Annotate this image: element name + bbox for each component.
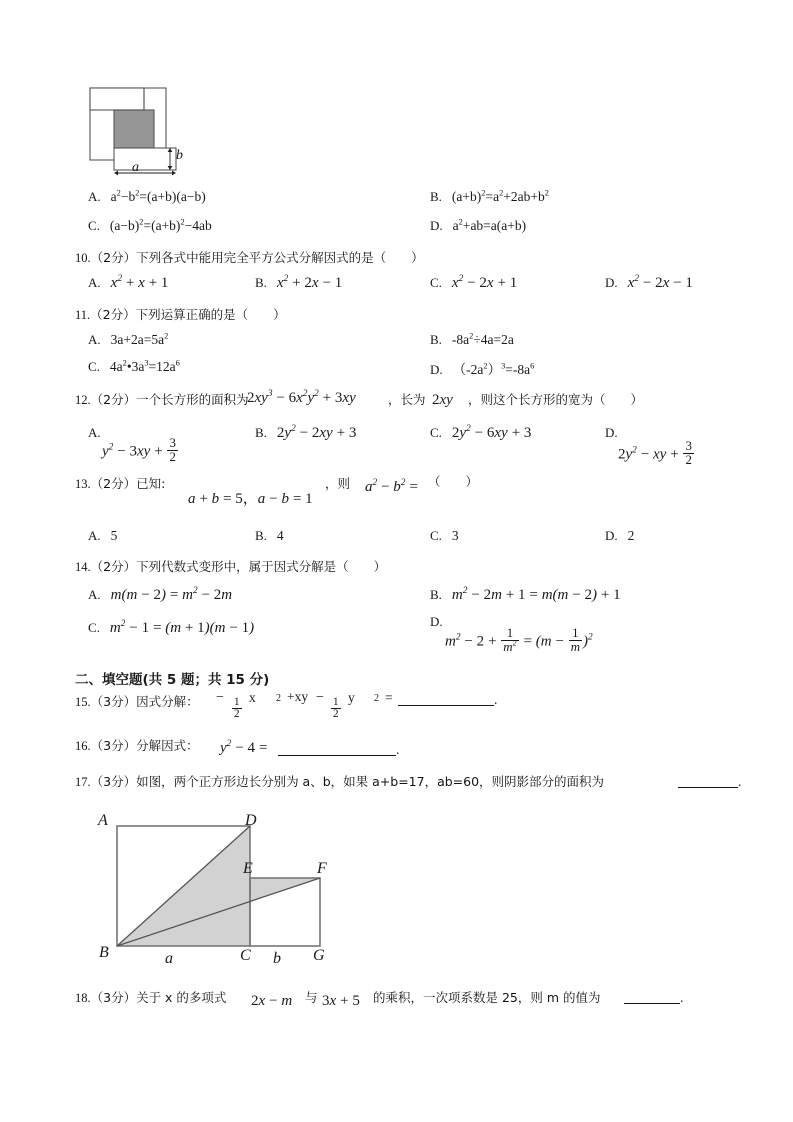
q11-stem	[75, 305, 286, 323]
q13-paren: （ ）	[428, 474, 479, 489]
q11-option-a[interactable]	[88, 331, 168, 349]
q15-frac1-num: 1	[234, 696, 240, 708]
q12-option-b[interactable]	[255, 424, 356, 442]
q13-option-d-label: D.	[605, 528, 618, 543]
figure17-side-label-b: b	[273, 950, 281, 967]
q12-option-a[interactable]	[88, 424, 101, 442]
q13-option-a-expr: 5	[110, 528, 118, 543]
q12-option-b-expr: $2y^2 - 2xy + 3$	[276, 424, 357, 441]
q9-option-a-expr: $a^2-b^2=(a+b)(a-b)$	[110, 188, 206, 204]
q12-option-c-label: C.	[430, 425, 442, 440]
q9-option-c-label: C.	[88, 218, 100, 233]
q15-period: .	[494, 692, 498, 708]
q11-option-c-label: C.	[88, 359, 100, 374]
q11-option-a-label: A.	[88, 332, 101, 347]
q15-stem	[75, 692, 199, 710]
q15-minus-2: −	[316, 690, 324, 705]
q15-frac2-num: 1	[333, 696, 339, 708]
q13-option-b[interactable]	[255, 527, 284, 545]
q10-number: 10.	[75, 251, 91, 265]
q10-option-b-label: B.	[255, 275, 267, 290]
q18-points: （3分）	[90, 990, 137, 1005]
q13-number: 13.	[75, 477, 91, 491]
q18-stem-text-3: 的乘积，一次项系数是 25，则 m 的值为	[373, 990, 601, 1005]
q14-option-b-expr: $m^2 - 2m + 1 = m(m - 2) + 1$	[451, 586, 621, 603]
q11-option-b-label: B.	[430, 332, 442, 347]
q13-option-a[interactable]	[88, 527, 117, 545]
q18-stem	[75, 988, 226, 1006]
q9-option-c-expr: $(a-b)^2=(a+b)^2-4ab$	[109, 217, 212, 233]
q10-option-d[interactable]	[605, 274, 693, 292]
q15-exp-2b: 2	[374, 693, 379, 704]
q15-var-y: y	[348, 690, 355, 705]
q12-option-c-expr: $2y^2 - 6xy + 3$	[451, 424, 532, 441]
q15-answer-blank[interactable]	[398, 690, 497, 709]
q9-option-b[interactable]	[430, 188, 549, 206]
q17-points: （3分）	[90, 774, 137, 789]
q11-stem-text: 下列运算正确的是（ ）	[135, 307, 286, 322]
figure17-side-label-a: a	[165, 950, 173, 967]
q12-stem-text-2: ，长为	[388, 392, 426, 407]
q14-stem	[75, 557, 386, 575]
q12-number: 12.	[75, 393, 91, 407]
q14-option-a[interactable]	[88, 586, 232, 604]
q18-expr-2: 3x + 5	[322, 993, 360, 1009]
q10-option-c-expr: $x^2 - 2x + 1$	[451, 274, 518, 291]
bottom-rect	[114, 148, 176, 170]
q13-option-c[interactable]	[430, 527, 459, 545]
q11-option-d-label: D.	[430, 362, 443, 377]
q12-option-c[interactable]	[430, 424, 531, 442]
q11-option-b[interactable]	[430, 331, 514, 349]
q11-option-c[interactable]	[88, 358, 180, 376]
q9-option-a-label: A.	[88, 189, 101, 204]
q14-option-a-label: A.	[88, 587, 101, 602]
q16-answer-blank[interactable]	[278, 740, 399, 759]
q16-stem-text: 分解因式：	[136, 738, 199, 753]
q15-plus-xy: +xy	[287, 689, 309, 704]
q16-expr: $y^2 - 4$ =	[220, 739, 269, 756]
q14-option-d-expr: $m^2 - 2$ + $\frac{1}{m^2}$ = (m − $\frac{1}{m}$ )$^2$	[445, 626, 593, 655]
q10-option-a-expr: $x^2 + x + 1$	[110, 274, 169, 291]
q10-stem-text: 下列各式中能用完全平方公式分解因式的是（ ）	[136, 250, 424, 265]
q13-option-a-label: A.	[88, 528, 101, 543]
q18-number: 18.	[75, 991, 91, 1005]
q14-option-d[interactable]	[430, 613, 443, 631]
q13-option-b-label: B.	[255, 528, 267, 543]
q14-option-c-label: C.	[88, 620, 100, 635]
q12-stem-text-3: ，则这个长方形的宽为（ ）	[468, 392, 644, 407]
q15-stem-text: 因式分解：	[136, 694, 199, 709]
q12-length-expr: 2xy	[432, 392, 453, 408]
q12-area-expr: $2xy^3 - 6x^2y^2 + 3xy$	[247, 389, 356, 406]
q16-stem	[75, 736, 199, 754]
q9-option-d[interactable]	[430, 217, 526, 235]
q16-points: （3分）	[90, 738, 137, 753]
figure17-label-G: G	[313, 947, 325, 964]
q11-option-d[interactable]	[430, 358, 534, 379]
figure-label-b: b	[176, 148, 183, 163]
figure17-label-F: F	[317, 860, 327, 877]
q13-option-d[interactable]	[605, 527, 634, 545]
q18-answer-blank[interactable]	[624, 988, 683, 1007]
q14-option-d-label: D.	[430, 614, 443, 629]
q14-number: 14.	[75, 560, 91, 574]
q12-option-d[interactable]	[605, 424, 618, 442]
q13-stem	[75, 474, 165, 492]
q13-option-d-expr: 2	[627, 528, 635, 543]
q14-option-c[interactable]	[88, 619, 254, 637]
q11-points: （2分）	[90, 307, 136, 322]
q16-period: .	[396, 742, 400, 758]
q13-given-expr: a + b = 5，a − b = 1	[188, 491, 313, 507]
q18-period: .	[680, 990, 684, 1006]
q17-answer-blank[interactable]	[678, 772, 741, 791]
q13-option-b-expr: 4	[276, 528, 284, 543]
q11-option-b-expr: $‑8a^2\div 4a=2a$	[451, 331, 514, 347]
q14-option-b[interactable]	[430, 586, 621, 604]
q12-stem-text-1: 一个长方形的面积为	[136, 392, 249, 407]
q10-points: （2分）	[90, 250, 137, 265]
q10-option-a[interactable]	[88, 274, 168, 292]
q10-option-a-label: A.	[88, 275, 101, 290]
q9-option-c[interactable]	[88, 217, 212, 235]
q10-option-d-expr: $x^2 - 2x - 1$	[627, 274, 693, 291]
figure17-label-C: C	[240, 947, 251, 964]
q17-stem	[75, 772, 604, 790]
q14-stem-text: 下列代数式变形中，属于因式分解是（ ）	[136, 559, 387, 574]
q10-option-b[interactable]	[255, 274, 342, 292]
top-left-rect	[90, 88, 144, 110]
q13-option-c-expr: 3	[451, 528, 459, 543]
q15-number: 15.	[75, 695, 91, 709]
q14-option-b-label: B.	[430, 587, 442, 602]
figure17-label-A: A	[98, 812, 108, 829]
q15-var-x: x	[249, 690, 256, 705]
q13-option-c-label: C.	[430, 528, 442, 543]
q10-option-d-label: D.	[605, 275, 618, 290]
q13-points: （2分）	[90, 476, 137, 491]
q10-option-c-label: C.	[430, 275, 442, 290]
q15-frac2-den: 2	[333, 708, 339, 721]
q12-option-d-expr: $2y^2$ − xy + $\frac{3}{2}$	[618, 439, 692, 468]
q15-fraction-1	[231, 697, 243, 721]
q9-option-a[interactable]	[88, 188, 206, 206]
q10-option-c[interactable]	[430, 274, 517, 292]
q17-period: .	[738, 774, 742, 790]
q11-option-a-expr: $3a+2a=5a^2$	[110, 331, 169, 347]
q17-number: 17.	[75, 775, 91, 789]
q9-option-d-expr: $a^2+ab=a(a+b)$	[452, 217, 527, 233]
q13-stem-text-1: 已知:	[136, 476, 166, 491]
q12-stem	[75, 390, 249, 408]
q12-option-a-label: A.	[88, 425, 101, 440]
q15-fraction-2	[330, 697, 342, 721]
q10-option-b-expr: $x^2 + 2x - 1$	[276, 274, 343, 291]
q9-option-d-label: D.	[430, 218, 443, 233]
q13-ask-expr: $a^2 - b^2$ =	[365, 478, 419, 495]
q18-expr-1: 2x − m	[251, 993, 293, 1009]
shaded-inner-square	[114, 110, 154, 148]
figure-label-a: a	[132, 160, 139, 175]
q14-option-a-expr: $m(m - 2) = m^2 - 2m$	[110, 586, 233, 603]
q15-frac1-den: 2	[234, 708, 240, 721]
q9-option-b-label: B.	[430, 189, 442, 204]
q18-stem-text-2: 与	[305, 990, 318, 1005]
a-arrow-left	[114, 171, 118, 176]
q11-number: 11.	[75, 308, 91, 322]
figure17-label-B: B	[99, 944, 109, 961]
q11-option-c-expr: $4a^2•3a^3=12a^6$	[109, 358, 180, 374]
section-2-heading: 二、填空题(共 5 题；共 15 分)	[75, 672, 270, 688]
q10-stem	[75, 248, 424, 266]
figure17-label-E: E	[243, 860, 253, 877]
q12-option-a-expr: $y^2 - 3xy$ + $\frac{3}{2}$	[102, 436, 176, 465]
q15-exp-2a: 2	[276, 693, 281, 704]
q11-option-d-expr: $(‑2a^2)^3=‑8a^6$	[452, 361, 535, 377]
q14-points: （2分）	[90, 559, 137, 574]
q15-minus-1: −	[216, 690, 224, 705]
q18-stem-text-1: 关于 x 的多项式	[136, 990, 227, 1005]
q15-equals: =	[385, 690, 393, 705]
q14-option-c-expr: $m^2 - 1 = (m + 1)(m - 1)$	[109, 619, 255, 636]
q17-stem-text-1: 如图，两个正方形边长分别为 a、b，如果 a+b=17，ab=60，则阴影部分的面积为	[136, 774, 605, 789]
a-arrow-right	[172, 171, 176, 176]
q9-option-b-expr: $(a+b)^2=a^2+2ab+b^2$	[451, 188, 549, 204]
figure17-label-D: D	[245, 812, 257, 829]
q13-stem-text-2: ，则	[325, 476, 351, 491]
q16-number: 16.	[75, 739, 91, 753]
q15-points: （3分）	[90, 694, 137, 709]
q12-option-d-label: D.	[605, 425, 618, 440]
q12-points: （2分）	[90, 392, 137, 407]
q12-option-b-label: B.	[255, 425, 267, 440]
